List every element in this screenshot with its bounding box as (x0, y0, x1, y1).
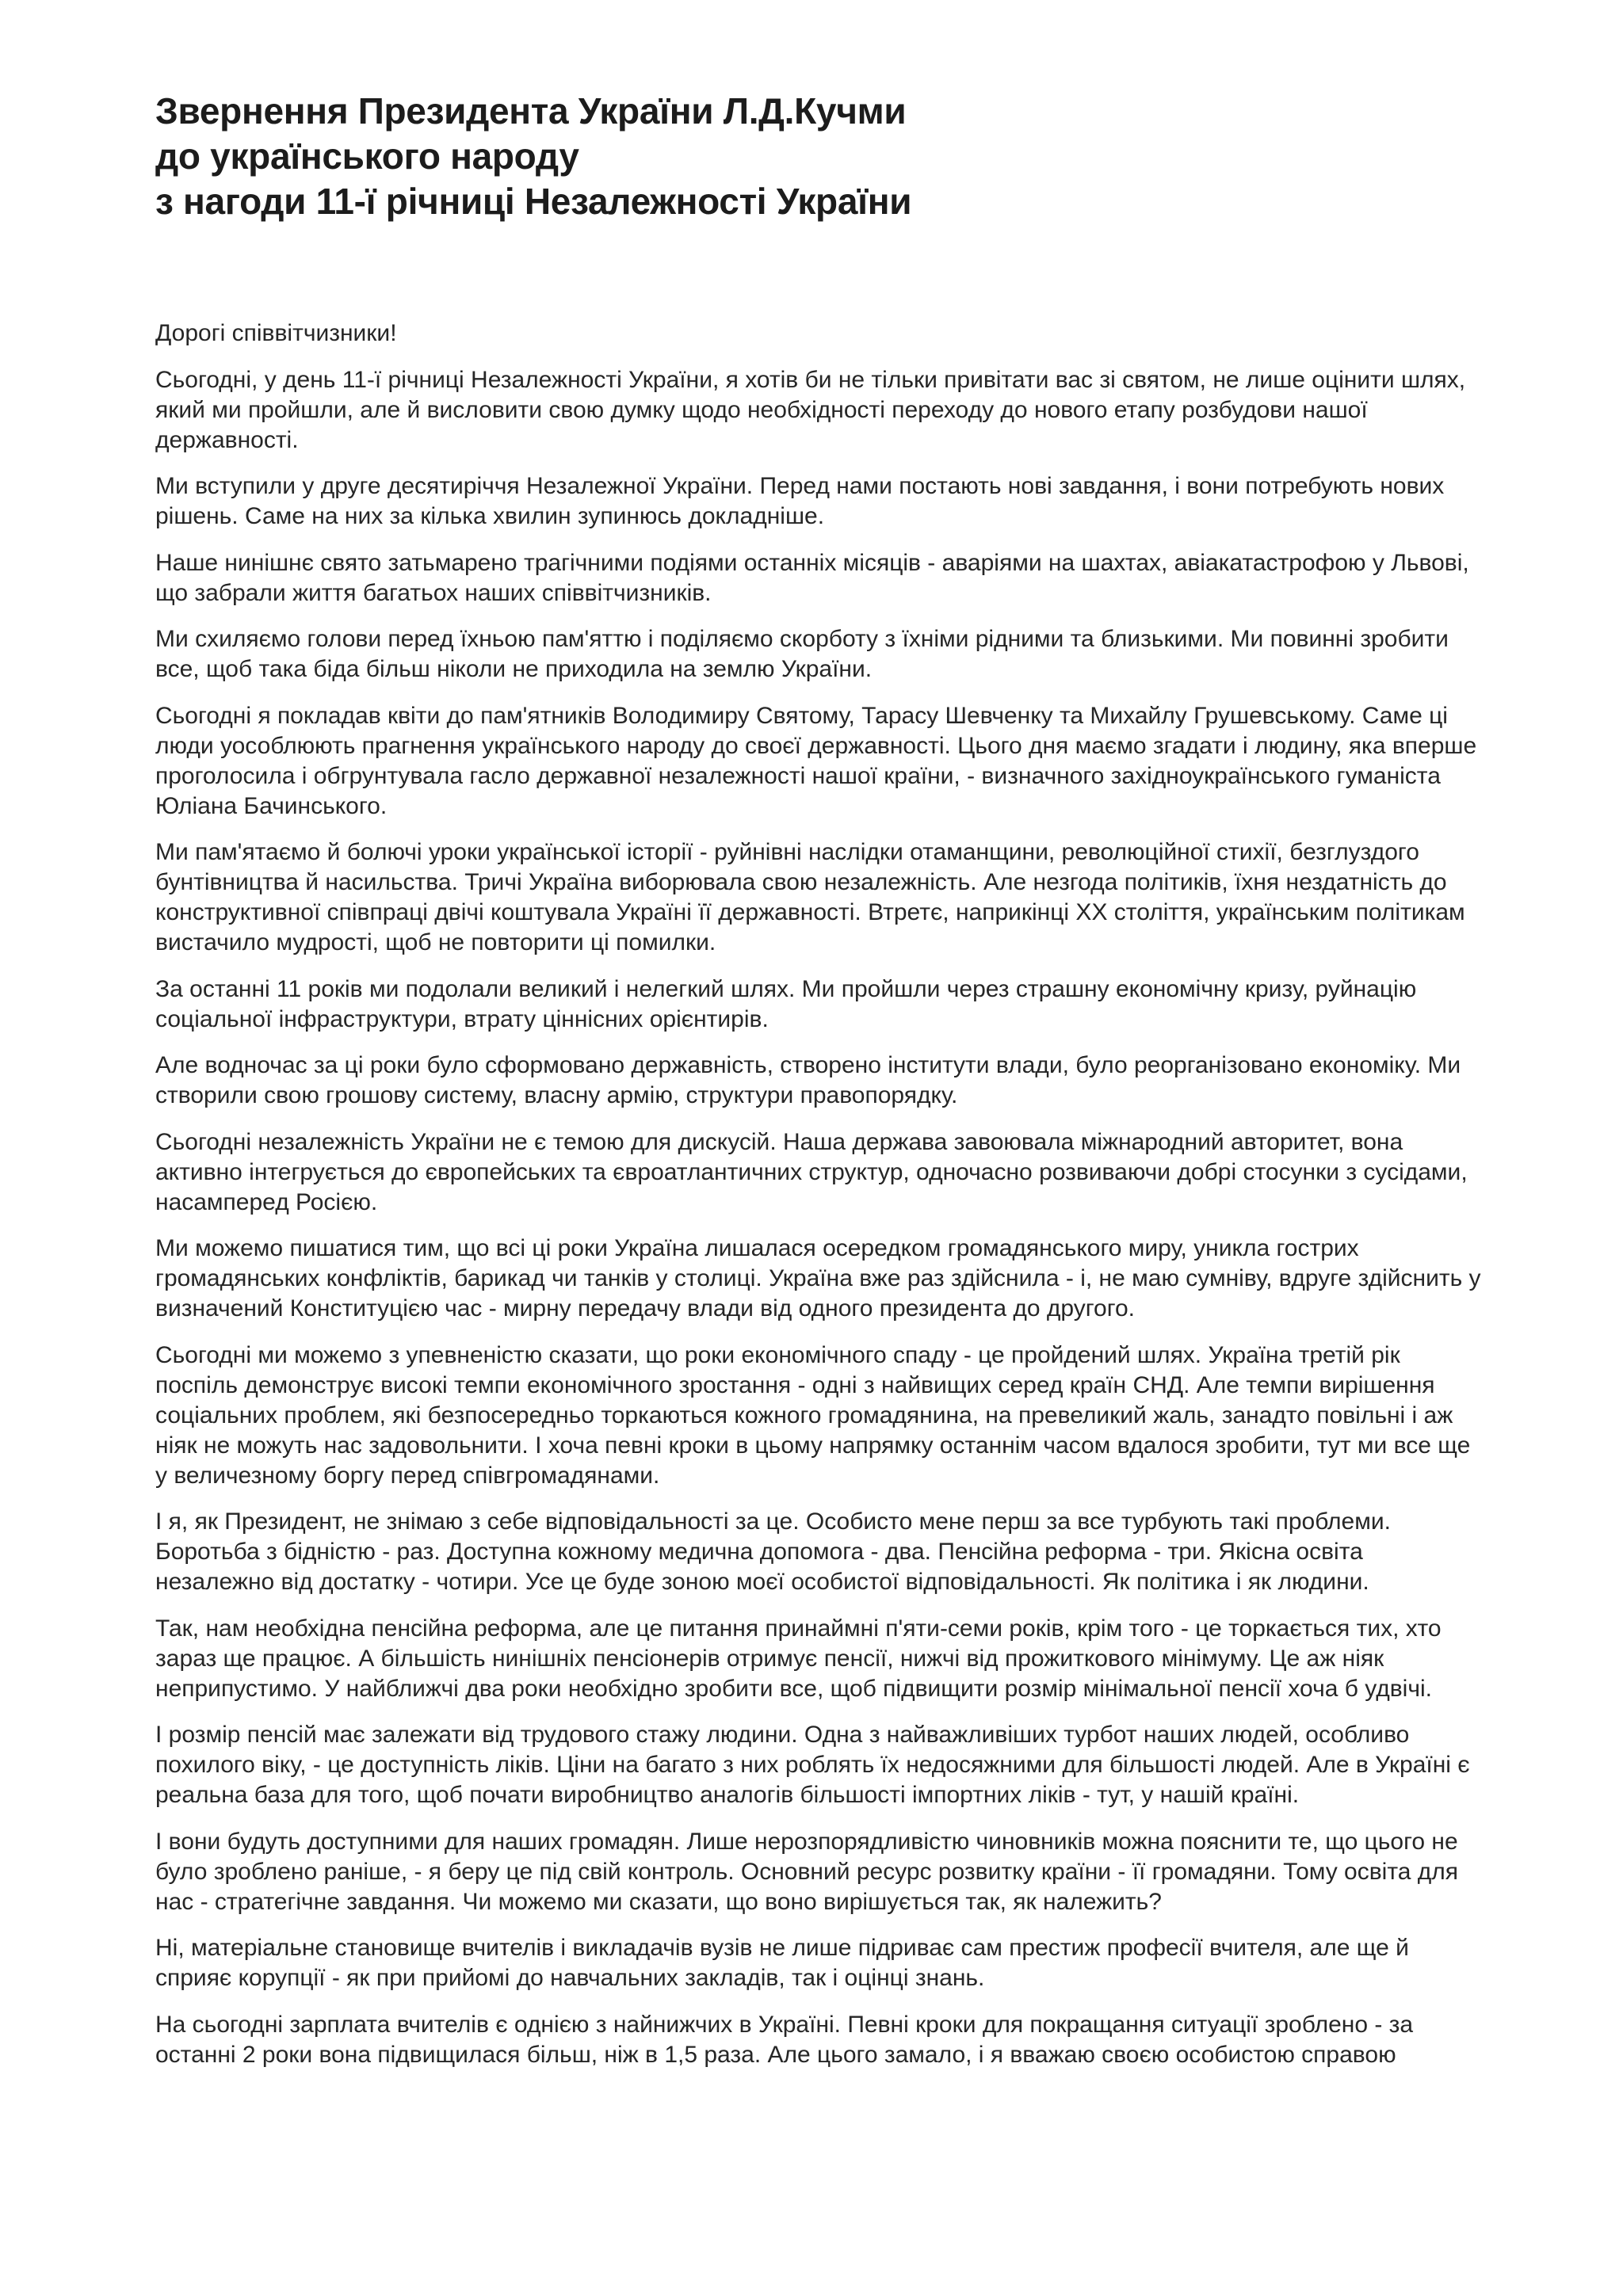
paragraph: І вони будуть доступними для наших громадян. Лише нерозпорядливістю чиновників можна пояснити те, що цього не було зроблено раніше, - я беру це під свій контроль. Основний ресурс розвитку країни - її громадяни. Тому освіта для нас - стратегічне завдання. Чи можемо ми сказати, що воно вирішується так, як належить? (155, 1828, 1459, 1915)
paragraph: Сьогодні я покладав квіти до пам'ятників Володимиру Святому, Тарасу Шевченку та Михайлу Грушевському. Саме ці люди уособлюють прагнення українського народу до своєї державності. Цього дня маємо згадати і людину, яка вперше проголосила і обгрунтувала гасло державної незалежності нашої країни, - визначного західноукраїнського гуманіста Юліана Бачинського. (155, 702, 1477, 819)
paragraph: Сьогодні ми можемо з упевненістю сказати, що роки економічного спаду - це пройдений шлях. Україна третій рік поспіль демонструє високі темпи економічного зростання - одні з найвищих серед країн СНД. Але темпи вирішення соціальних проблем, які безпосередньо торкаються кожного громадянина, на превеликий жаль, занадто повільні і аж ніяк не можуть нас задовольнити. І хоча певні кроки в цьому напрямку останнім часом вдалося зробити, тут ми все ще у величезному боргу перед співгромадянами. (155, 1341, 1471, 1489)
page-title (155, 89, 1503, 224)
paragraph: Ми схиляємо голови перед їхньою пам'яттю і поділяємо скорботу з їхніми рідними та близькими. Ми повинні зробити все, щоб така біда більш ніколи не приходила на землю України. (155, 626, 1449, 682)
paragraph: Ні, матеріальне становище вчителів і викладачів вузів не лише підриває сам престиж професії вчителя, але ще й сприяє корупції - як при прийомі до навчальних закладів, так і оцінці знань. (155, 1935, 1409, 1991)
title-line-2: до українського народу (155, 135, 579, 177)
paragraph: Ми пам'ятаємо й болючі уроки української історії - руйнівні наслідки отаманщини, революційної стихії, безглуздого бунтівництва й насильства. Тричі Україна виборювала свою незалежність. Але незгода політиків, їхня нездатність до конструктивної співпраці двічі коштувала Україні її державності. Втретє, наприкінці ХХ століття, українським політикам вистачило мудрості, щоб не повторити ці помилки. (155, 839, 1465, 955)
title-line-1: Звернення Президента України Л.Д.Кучми (155, 90, 907, 132)
greeting: Дорогі співвітчизники! (155, 320, 397, 346)
document-body (155, 318, 1487, 2086)
paragraph: Сьогодні, у день 11-ї річниці Незалежності України, я хотів би не тільки привітати вас зі святом, не лише оцінити шлях, який ми пройшли, але й висловити свою думку щодо необхідності переходу до нового етапу розбудови нашої державності. (155, 366, 1466, 453)
paragraph: І я, як Президент, не знімаю з себе відповідальності за це. Особисто мене перш за все турбують такі проблеми. Боротьба з бідністю - раз. Доступна кожному медична допомога - два. Пенсійна реформа - три. Якісна освіта незалежно від достатку - чотири. Усе це буде зоною моєї особистої відповідальності. Як політика і як людини. (155, 1508, 1391, 1595)
paragraph: Але водночас за ці роки було сформовано державність, створено інститути влади, було реорганізовано економіку. Ми створили свою грошову систему, власну армію, структури правопорядку. (155, 1052, 1461, 1108)
paragraph: Ми вступили у друге десятиріччя Незалежної України. Перед нами постають нові завдання, і вони потребують нових рішень. Саме на них за кілька хвилин зупинюсь докладніше. (155, 473, 1445, 529)
paragraph: Ми можемо пишатися тим, що всі ці роки Україна лишалася осередком громадянського миру, уникла гострих громадянських конфліктів, барикад чи танків у столиці. Україна вже раз здійснила - і, не маю сумніву, вдруге здійснить у визначений Конституцією час - мирну передачу влади від одного президента до другого. (155, 1235, 1481, 1322)
paragraph: Сьогодні незалежність України не є темою для дискусій. Наша держава завоювала міжнародний авторитет, вона активно інтегрується до європейських та євроатлантичних структур, одночасно розвиваючи добрі стосунки з сусідами, насамперед Росією. (155, 1128, 1468, 1215)
title-line-3: з нагоди 11-ї річниці Незалежності України (155, 181, 912, 222)
paragraph: Так, нам необхідна пенсійна реформа, але це питання принаймні п'яти-семи років, крім того - це торкається тих, хто зараз ще працює. А більшість нинішніх пенсіонерів отримує пенсії, нижчі від прожиткового мінімуму. Це аж ніяк неприпустимо. У найближчі два роки необхідно зробити все, щоб підвищити розмір мінімальної пенсії хоча б удвічі. (155, 1615, 1442, 1702)
paragraph: За останні 11 років ми подолали великий і нелегкий шлях. Ми пройшли через страшну економічну кризу, руйнацію соціальної інфраструктури, втрату ціннісних орієнтирів. (155, 975, 1417, 1032)
paragraph: І розмір пенсій має залежати від трудового стажу людини. Одна з найважливіших турбот наших людей, особливо похилого віку, - це доступність ліків. Ціни на багато з них роблять їх недосяжними для більшості людей. Але в Україні є реальна база для того, щоб почати виробництво аналогів більшості імпортних ліків - тут, у нашій країні. (155, 1722, 1470, 1808)
paragraph: Наше нинішнє свято затьмарено трагічними подіями останніх місяців - аваріями на шахтах, авіакатастрофою у Львові, що забрали життя багатьох наших співвітчизників. (155, 549, 1469, 606)
paragraph: На сьогодні зарплата вчителів є однією з найнижчих в Україні. Певні кроки для покращання ситуації зроблено - за останні 2 роки вона підвищилася більш, ніж в 1,5 раза. Але цього замало, і я вважаю своєю особистою справою (155, 2011, 1414, 2068)
